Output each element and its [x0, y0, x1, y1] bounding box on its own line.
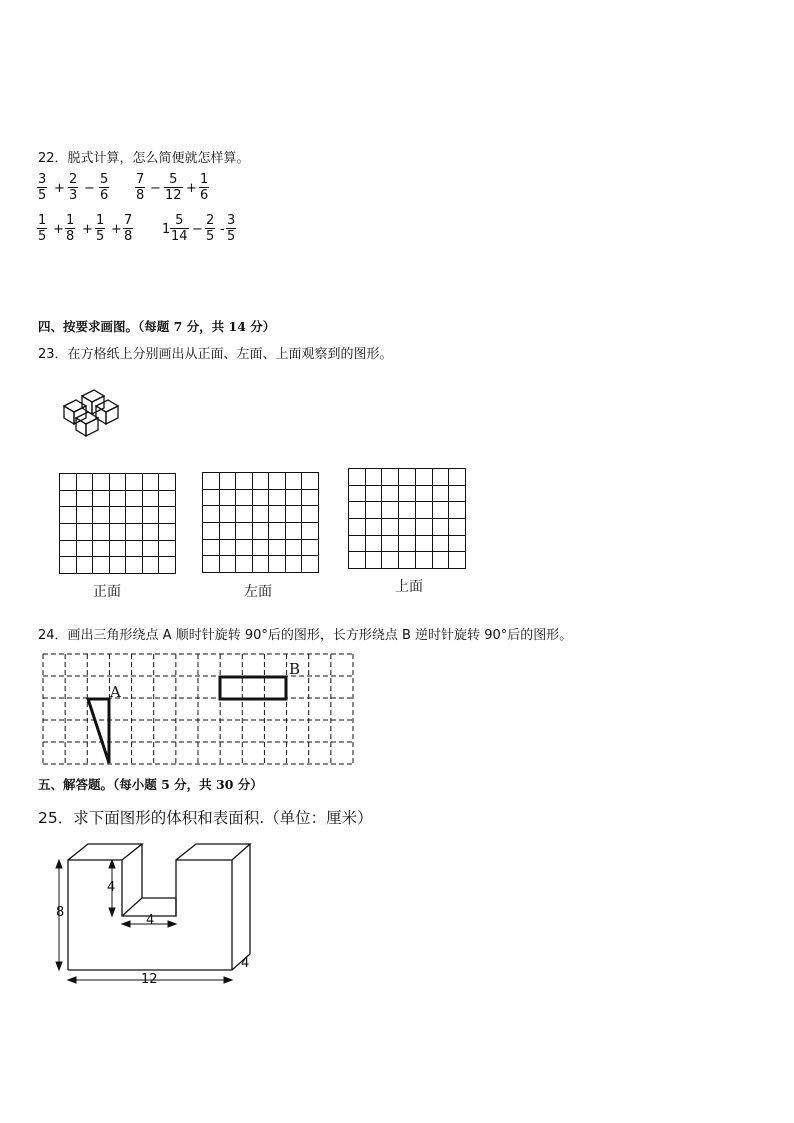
grid-cell[interactable] [109, 490, 126, 507]
grid-cell[interactable] [60, 474, 77, 491]
fraction: $\frac{2}{3}$ [69, 172, 78, 203]
grid-cell[interactable] [349, 485, 366, 502]
grid-cell[interactable] [219, 489, 236, 506]
grid-cell[interactable] [432, 485, 449, 502]
grid-cell[interactable] [236, 539, 253, 556]
operator: − [84, 181, 95, 196]
dim-height-label: 8 [56, 905, 65, 920]
grid-cell[interactable] [93, 523, 110, 540]
grid-cell[interactable] [382, 518, 399, 535]
grid-cell[interactable] [432, 502, 449, 519]
grid-cell[interactable] [449, 535, 466, 552]
grid-cell[interactable] [285, 473, 302, 490]
section-4-heading: 四、按要求画图。（每题 7 分，共 14 分） [38, 319, 276, 334]
grid-cell[interactable] [285, 489, 302, 506]
caption-front: 正面 [93, 584, 121, 600]
operator: + [82, 222, 93, 237]
fraction: $\frac{1}{5}$ [38, 213, 47, 244]
grid-cell[interactable] [302, 506, 319, 523]
grid-cell[interactable] [252, 489, 269, 506]
grid-cell[interactable] [159, 557, 176, 574]
grid-cell[interactable] [269, 473, 286, 490]
dim-depth-label: 4 [241, 956, 250, 971]
grid-cell[interactable] [399, 502, 416, 519]
fraction: $\frac{5}{12}$ [165, 172, 182, 203]
grid-cell[interactable] [349, 552, 366, 569]
operator: − [150, 181, 161, 196]
fraction: $\frac{3}{5}$ [227, 213, 236, 244]
grid-cell[interactable] [365, 552, 382, 569]
grid-cell[interactable] [399, 518, 416, 535]
fraction: $\frac{7}{8}$ [136, 172, 145, 203]
caption-top: 上面 [395, 579, 423, 595]
grid-cell[interactable] [126, 507, 143, 524]
grid-cell[interactable] [236, 556, 253, 573]
grid-cell[interactable] [236, 473, 253, 490]
grid-cell[interactable] [76, 540, 93, 557]
grid-cell[interactable] [60, 523, 77, 540]
grid-cell[interactable] [126, 540, 143, 557]
grid-cell[interactable] [219, 473, 236, 490]
grid-cell[interactable] [252, 473, 269, 490]
grid-cell[interactable] [159, 507, 176, 524]
grid-cell[interactable] [93, 474, 110, 491]
grid-cell[interactable] [382, 485, 399, 502]
grid-cell[interactable] [126, 474, 143, 491]
grid-cell[interactable] [269, 489, 286, 506]
grid-cell[interactable] [285, 539, 302, 556]
fraction: $\frac{2}{5}$ [206, 213, 215, 244]
grid-cell[interactable] [76, 523, 93, 540]
grid-cell[interactable] [126, 523, 143, 540]
grid-cell[interactable] [365, 535, 382, 552]
grid-cell[interactable] [432, 535, 449, 552]
fraction: $\frac{1}{8}$ [66, 213, 75, 244]
point-a-label: A [110, 683, 121, 701]
dim-notch-depth-label: 4 [107, 880, 116, 895]
fraction: $\frac{1}{5}$ [96, 213, 105, 244]
grid-cell[interactable] [302, 556, 319, 573]
grid-cell[interactable] [203, 539, 220, 556]
grid-cell[interactable] [269, 522, 286, 539]
grid-cell[interactable] [93, 507, 110, 524]
grid-front[interactable] [59, 473, 176, 574]
dim-notch-width-label: 4 [146, 913, 155, 928]
grid-cell[interactable] [219, 539, 236, 556]
grid-cell[interactable] [203, 522, 220, 539]
fraction: $\frac{5}{14}$ [171, 213, 188, 244]
q23-title: 23．在方格纸上分别画出从正面、左面、上面观察到的图形。 [38, 347, 393, 362]
grid-cell[interactable] [109, 507, 126, 524]
grid-cell[interactable] [76, 490, 93, 507]
grid-cell[interactable] [269, 506, 286, 523]
grid-cell[interactable] [382, 552, 399, 569]
grid-cell[interactable] [109, 474, 126, 491]
grid-cell[interactable] [142, 523, 159, 540]
q24-title: 24．画出三角形绕点 A 顺时针旋转 90°后的图形，长方形绕点 B 逆时针旋转 90°后的图形。 [38, 628, 573, 643]
grid-cell[interactable] [382, 502, 399, 519]
grid-cell[interactable] [349, 535, 366, 552]
grid-cell[interactable] [93, 557, 110, 574]
grid-cell[interactable] [252, 539, 269, 556]
grid-cell[interactable] [236, 489, 253, 506]
grid-cell[interactable] [449, 502, 466, 519]
fraction: $\frac{7}{8}$ [124, 213, 133, 244]
grid-cell[interactable] [269, 556, 286, 573]
grid-cell[interactable] [252, 506, 269, 523]
grid-cell[interactable] [285, 522, 302, 539]
grid-cell[interactable] [236, 522, 253, 539]
grid-cell[interactable] [449, 518, 466, 535]
grid-cell[interactable] [142, 540, 159, 557]
grid-cell[interactable] [142, 507, 159, 524]
operator: - [220, 222, 225, 237]
operator: + [111, 222, 122, 237]
grid-cell[interactable] [302, 489, 319, 506]
grid-cell[interactable] [60, 507, 77, 524]
grid-cell[interactable] [219, 506, 236, 523]
grid-cell[interactable] [399, 535, 416, 552]
grid-cell[interactable] [126, 490, 143, 507]
grid-cell[interactable] [159, 490, 176, 507]
grid-cell[interactable] [109, 557, 126, 574]
q22-title: 22．脱式计算，怎么简便就怎样算。 [38, 151, 250, 166]
grid-cell[interactable] [349, 518, 366, 535]
caption-left: 左面 [244, 584, 272, 600]
grid-cell[interactable] [415, 535, 432, 552]
grid-cell[interactable] [432, 552, 449, 569]
grid-cell[interactable] [60, 540, 77, 557]
grid-cell[interactable] [365, 469, 382, 486]
grid-cell[interactable] [349, 469, 366, 486]
grid-cell[interactable] [285, 556, 302, 573]
grid-cell[interactable] [432, 469, 449, 486]
grid-cell[interactable] [203, 473, 220, 490]
grid-cell[interactable] [399, 485, 416, 502]
grid-cell[interactable] [415, 502, 432, 519]
triangle-shape [88, 699, 109, 763]
grid-cell[interactable] [109, 523, 126, 540]
grid-cell[interactable] [219, 556, 236, 573]
grid-cell[interactable] [399, 469, 416, 486]
grid-cell[interactable] [142, 474, 159, 491]
grid-cell[interactable] [109, 540, 126, 557]
grid-cell[interactable] [76, 557, 93, 574]
point-b-label: B [289, 660, 301, 678]
grid-cell[interactable] [415, 552, 432, 569]
grid-cell[interactable] [365, 518, 382, 535]
grid-cell[interactable] [76, 474, 93, 491]
operator: + [54, 181, 65, 196]
grid-cell[interactable] [60, 490, 77, 507]
grid-cell[interactable] [415, 518, 432, 535]
cube-stack-figure [58, 388, 128, 444]
grid-cell[interactable] [203, 556, 220, 573]
grid-cell[interactable] [236, 506, 253, 523]
grid-cell[interactable] [159, 523, 176, 540]
grid-cell[interactable] [203, 506, 220, 523]
grid-cell[interactable] [302, 473, 319, 490]
grid-cell[interactable] [365, 485, 382, 502]
grid-cell[interactable] [126, 557, 143, 574]
fraction: $\frac{3}{5}$ [38, 172, 47, 203]
grid-cell[interactable] [415, 485, 432, 502]
operator: + [186, 181, 197, 196]
rotation-grid-figure [42, 653, 356, 767]
grid-cell[interactable] [365, 502, 382, 519]
grid-cell[interactable] [382, 535, 399, 552]
q25-title: 25．求下面图形的体积和表面积.（单位：厘米） [38, 809, 373, 827]
grid-cell[interactable] [399, 552, 416, 569]
grid-cell[interactable] [449, 469, 466, 486]
grid-cell[interactable] [76, 507, 93, 524]
grid-cell[interactable] [219, 522, 236, 539]
grid-cell[interactable] [302, 539, 319, 556]
grid-cell[interactable] [159, 540, 176, 557]
grid-top[interactable] [348, 468, 466, 569]
grid-cell[interactable] [93, 540, 110, 557]
grid-cell[interactable] [60, 557, 77, 574]
section-5-heading: 五、解答题。（每小题 5 分，共 30 分） [38, 777, 263, 792]
grid-cell[interactable] [252, 522, 269, 539]
grid-cell[interactable] [449, 485, 466, 502]
grid-cell[interactable] [382, 469, 399, 486]
grid-cell[interactable] [432, 518, 449, 535]
grid-cell[interactable] [203, 489, 220, 506]
grid-cell[interactable] [415, 469, 432, 486]
dim-length-label: 12 [141, 972, 158, 987]
grid-cell[interactable] [269, 539, 286, 556]
grid-cell[interactable] [252, 556, 269, 573]
rectangle-shape [220, 677, 286, 699]
fraction: $\frac{5}{6}$ [100, 172, 109, 203]
grid-cell[interactable] [142, 557, 159, 574]
operator: − [192, 222, 203, 237]
grid-cell[interactable] [93, 490, 110, 507]
grid-cell[interactable] [449, 552, 466, 569]
grid-cell[interactable] [302, 522, 319, 539]
grid-cell[interactable] [159, 474, 176, 491]
grid-cell[interactable] [142, 490, 159, 507]
operator: + [53, 222, 64, 237]
grid-left[interactable] [202, 472, 319, 573]
whole-number: 1 [162, 222, 171, 237]
solid-figure [48, 838, 268, 990]
grid-cell[interactable] [349, 502, 366, 519]
fraction: $\frac{1}{6}$ [200, 172, 209, 203]
grid-cell[interactable] [285, 506, 302, 523]
